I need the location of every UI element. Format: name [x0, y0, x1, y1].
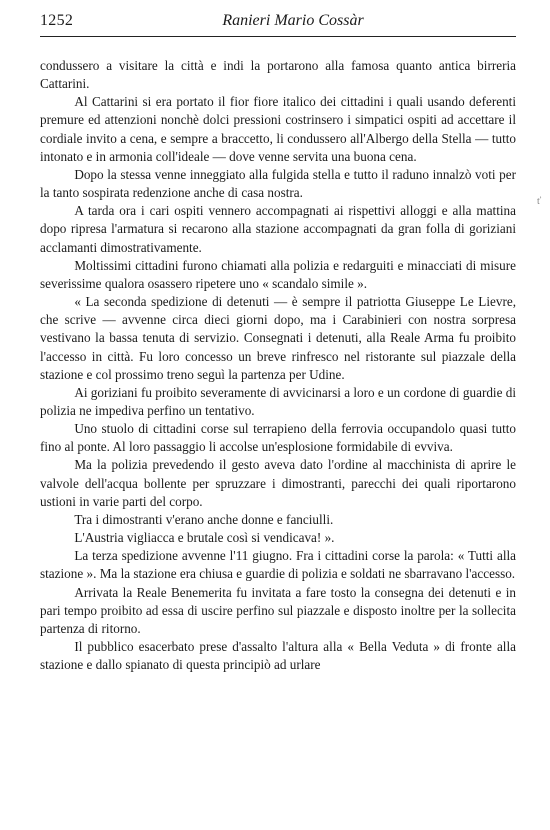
body-text — [40, 57, 516, 674]
paragraph: A tarda ora i cari ospiti vennero accompagnati ai rispettivi alloggi e alla mattina dopo ripresa l'armatura si recarono alla stazione accompagnati da gran folla di goriziani acclamanti dimostrativamente. — [40, 203, 516, 255]
document-page — [40, 10, 516, 674]
running-head: Ranieri Mario Cossàr — [222, 12, 364, 29]
page-header — [40, 10, 516, 38]
paragraph: Uno stuolo di cittadini corse sul terrapieno della ferrovia occupandolo quasi tutto fino al ponte. Al loro passaggio li accolse un'esplosione formidabile di evviva. — [40, 421, 516, 455]
paragraph: La terza spedizione avvenne l'11 giugno. Fra i cittadini corse la parola: « Tutti alla stazione ». Ma la stazione era chiusa e guardie di polizia e soldati ne sbarravano l'accesso. — [40, 548, 516, 582]
paragraph: « La seconda spedizione di detenuti — è sempre il patriotta Giuseppe Le Lievre, che scrive — avvenne circa dieci giorni dopo, ma i Carabinieri con nostra sorpresa vestivano la bassa tenuta di servizio. Consegnati i detenuti, alla Reale Arma fu proibito l'accesso in città. Fu loro concesso un breve rinfresco nel ristorante sul piazzale della stazione e col prossimo treno seguì la partenza per Udine. — [40, 294, 516, 382]
paragraph: condussero a visitare la città e indi la portarono alla famosa quanto antica birreria Cattarini. — [40, 58, 516, 92]
paragraph: Ma la polizia prevedendo il gesto aveva dato l'ordine al macchinista di aprire le valvole dell'acqua bollente per spruzzare i dimostranti, parecchi dei quali riportarono ustioni in varie parti del corpo. — [40, 457, 516, 509]
paragraph: L'Austria vigliacca e brutale così si vendicava! ». — [74, 530, 335, 546]
page-number: 1252 — [40, 12, 74, 29]
paragraph: Il pubblico esacerbato prese d'assalto l'altura alla « Bella Veduta » di fronte alla stazione e dallo spianato di questa principiò ad urlare — [40, 639, 516, 673]
paragraph: Dopo la stessa venne inneggiato alla fulgida stella e tutto il raduno innalzò voti per la tanto sospirata redenzione anche di casa nostra. — [40, 166, 516, 201]
paragraph: Al Cattarini si era portato il fior fiore italico dei cittadini i quali usando deferenti premure ed attenzioni nonchè dolci pressioni costrinsero i simpatici ospiti ad accettare il cordiale invito a cena, e sempre a braccetto, li condussero all'Albergo della Stella — tutto intonato e in armonia coll'ideale — dove venne servita una buona cena. — [40, 94, 516, 164]
paragraph: Ai goriziani fu proibito severamente di avvicinarsi a loro e un cordone di guardie di polizia ne impediva perfino un tentativo. — [40, 384, 516, 418]
margin-mark: ť — [537, 196, 542, 207]
header-rule — [40, 36, 516, 37]
paragraph: Moltissimi cittadini furono chiamati alla polizia e redarguiti e minacciati di misure severissime qualora osassero ripetere uno « scandalo simile ». — [40, 257, 516, 291]
paragraph: Arrivata la Reale Benemerita fu invitata a fare tosto la consegna dei detenuti e in pari tempo proibito ad essa di uscire perfino sul piazzale e disposto inoltre per la sollecita partenza di ritorno. — [40, 584, 516, 636]
paragraph: Tra i dimostranti v'erano anche donne e fanciulli. — [74, 511, 334, 527]
